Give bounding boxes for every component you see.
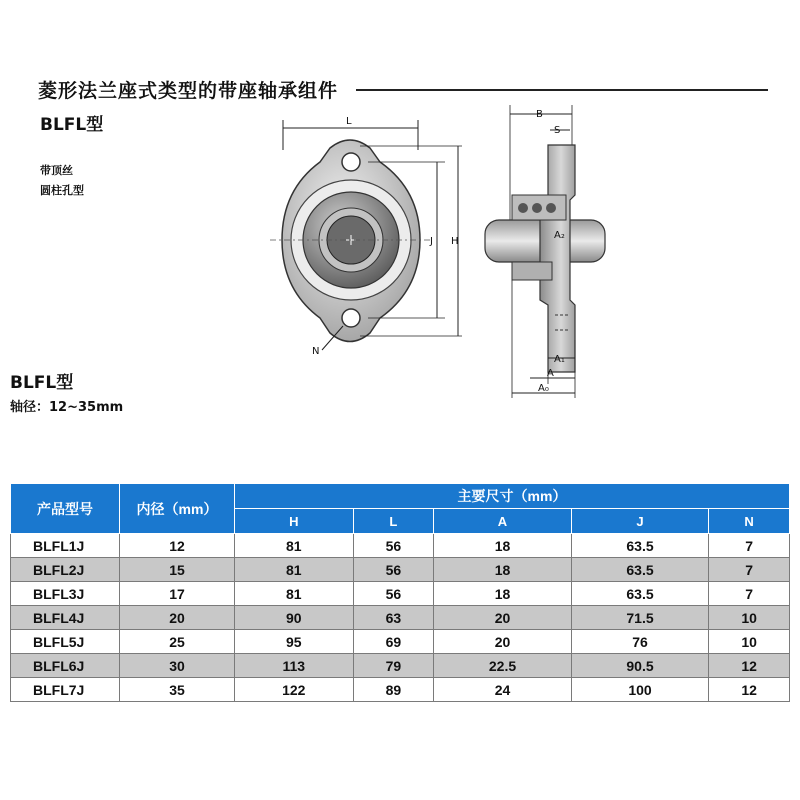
cell-l: 69 xyxy=(353,630,434,654)
cell-bore: 25 xyxy=(120,630,235,654)
cell-l: 63 xyxy=(353,606,434,630)
table-row xyxy=(11,630,790,654)
cell-bore: 35 xyxy=(120,678,235,702)
cell-l: 89 xyxy=(353,678,434,702)
cell-h: 81 xyxy=(235,582,354,606)
cell-a: 18 xyxy=(434,534,572,558)
dim-label-h: H xyxy=(451,236,459,247)
dim-label-a1: A₁ xyxy=(554,354,565,365)
cell-bore: 30 xyxy=(120,654,235,678)
front-view xyxy=(270,116,462,357)
header-bore: 内径（mm） xyxy=(120,484,235,534)
cell-n: 12 xyxy=(709,654,790,678)
dim-label-n: N xyxy=(312,346,320,357)
cell-n: 7 xyxy=(709,534,790,558)
cell-a: 18 xyxy=(434,558,572,582)
table-row xyxy=(11,534,790,558)
cell-l: 56 xyxy=(353,534,434,558)
dimension-table xyxy=(10,483,790,702)
cell-j: 90.5 xyxy=(571,654,709,678)
mounting-hole-top xyxy=(342,153,360,171)
dim-label-l: L xyxy=(346,116,352,127)
model-name-bottom: BLFL型 xyxy=(10,373,74,393)
dim-label-a0: A₀ xyxy=(538,383,549,394)
cell-n: 10 xyxy=(709,606,790,630)
header-a: A xyxy=(434,509,572,534)
cell-n: 12 xyxy=(709,678,790,702)
cell-l: 56 xyxy=(353,582,434,606)
cell-l: 56 xyxy=(353,558,434,582)
side-view xyxy=(485,105,605,398)
table-row xyxy=(11,654,790,678)
table-row xyxy=(11,582,790,606)
dim-label-j: J xyxy=(430,236,433,247)
cell-j: 71.5 xyxy=(571,606,709,630)
cell-a: 22.5 xyxy=(434,654,572,678)
cell-model: BLFL1J xyxy=(11,534,120,558)
dim-label-b: B xyxy=(536,109,543,120)
cell-n: 7 xyxy=(709,582,790,606)
cell-h: 122 xyxy=(235,678,354,702)
header-h: H xyxy=(235,509,354,534)
header-main-dimensions: 主要尺寸（mm） xyxy=(235,484,790,509)
cell-model: BLFL6J xyxy=(11,654,120,678)
feature-cylindrical-bore: 圆柱孔型 xyxy=(40,184,84,197)
cell-n: 7 xyxy=(709,558,790,582)
dim-label-s: S xyxy=(554,125,561,136)
cell-model: BLFL2J xyxy=(11,558,120,582)
cell-model: BLFL5J xyxy=(11,630,120,654)
cell-bore: 20 xyxy=(120,606,235,630)
header-j: J xyxy=(571,509,709,534)
cell-h: 95 xyxy=(235,630,354,654)
cell-n: 10 xyxy=(709,630,790,654)
dim-label-a2: A₂ xyxy=(554,230,565,241)
cell-a: 18 xyxy=(434,582,572,606)
dim-label-a: A xyxy=(547,368,554,379)
cell-h: 81 xyxy=(235,534,354,558)
cell-bore: 15 xyxy=(120,558,235,582)
cell-a: 20 xyxy=(434,630,572,654)
feature-set-screw: 带顶丝 xyxy=(40,164,73,177)
cell-j: 63.5 xyxy=(571,582,709,606)
cell-h: 81 xyxy=(235,558,354,582)
cell-bore: 17 xyxy=(120,582,235,606)
page-title: 菱形法兰座式类型的带座轴承组件 xyxy=(38,80,339,102)
cell-model: BLFL3J xyxy=(11,582,120,606)
cell-a: 20 xyxy=(434,606,572,630)
shaft-diameter-range: 轴径：12~35mm xyxy=(10,400,124,415)
housing-side xyxy=(540,145,575,372)
cell-model: BLFL7J xyxy=(11,678,120,702)
header-n: N xyxy=(709,509,790,534)
cell-a: 24 xyxy=(434,678,572,702)
table-row xyxy=(11,558,790,582)
header-model: 产品型号 xyxy=(11,484,120,534)
cell-j: 76 xyxy=(571,630,709,654)
cell-h: 90 xyxy=(235,606,354,630)
cell-j: 63.5 xyxy=(571,558,709,582)
cell-model: BLFL4J xyxy=(11,606,120,630)
cell-h: 113 xyxy=(235,654,354,678)
cell-l: 79 xyxy=(353,654,434,678)
mounting-hole-bottom xyxy=(342,309,360,327)
model-name-top: BLFL型 xyxy=(40,115,104,135)
cell-j: 100 xyxy=(571,678,709,702)
header-l: L xyxy=(353,509,434,534)
table-row xyxy=(11,678,790,702)
cell-bore: 12 xyxy=(120,534,235,558)
table-row xyxy=(11,606,790,630)
cell-j: 63.5 xyxy=(571,534,709,558)
